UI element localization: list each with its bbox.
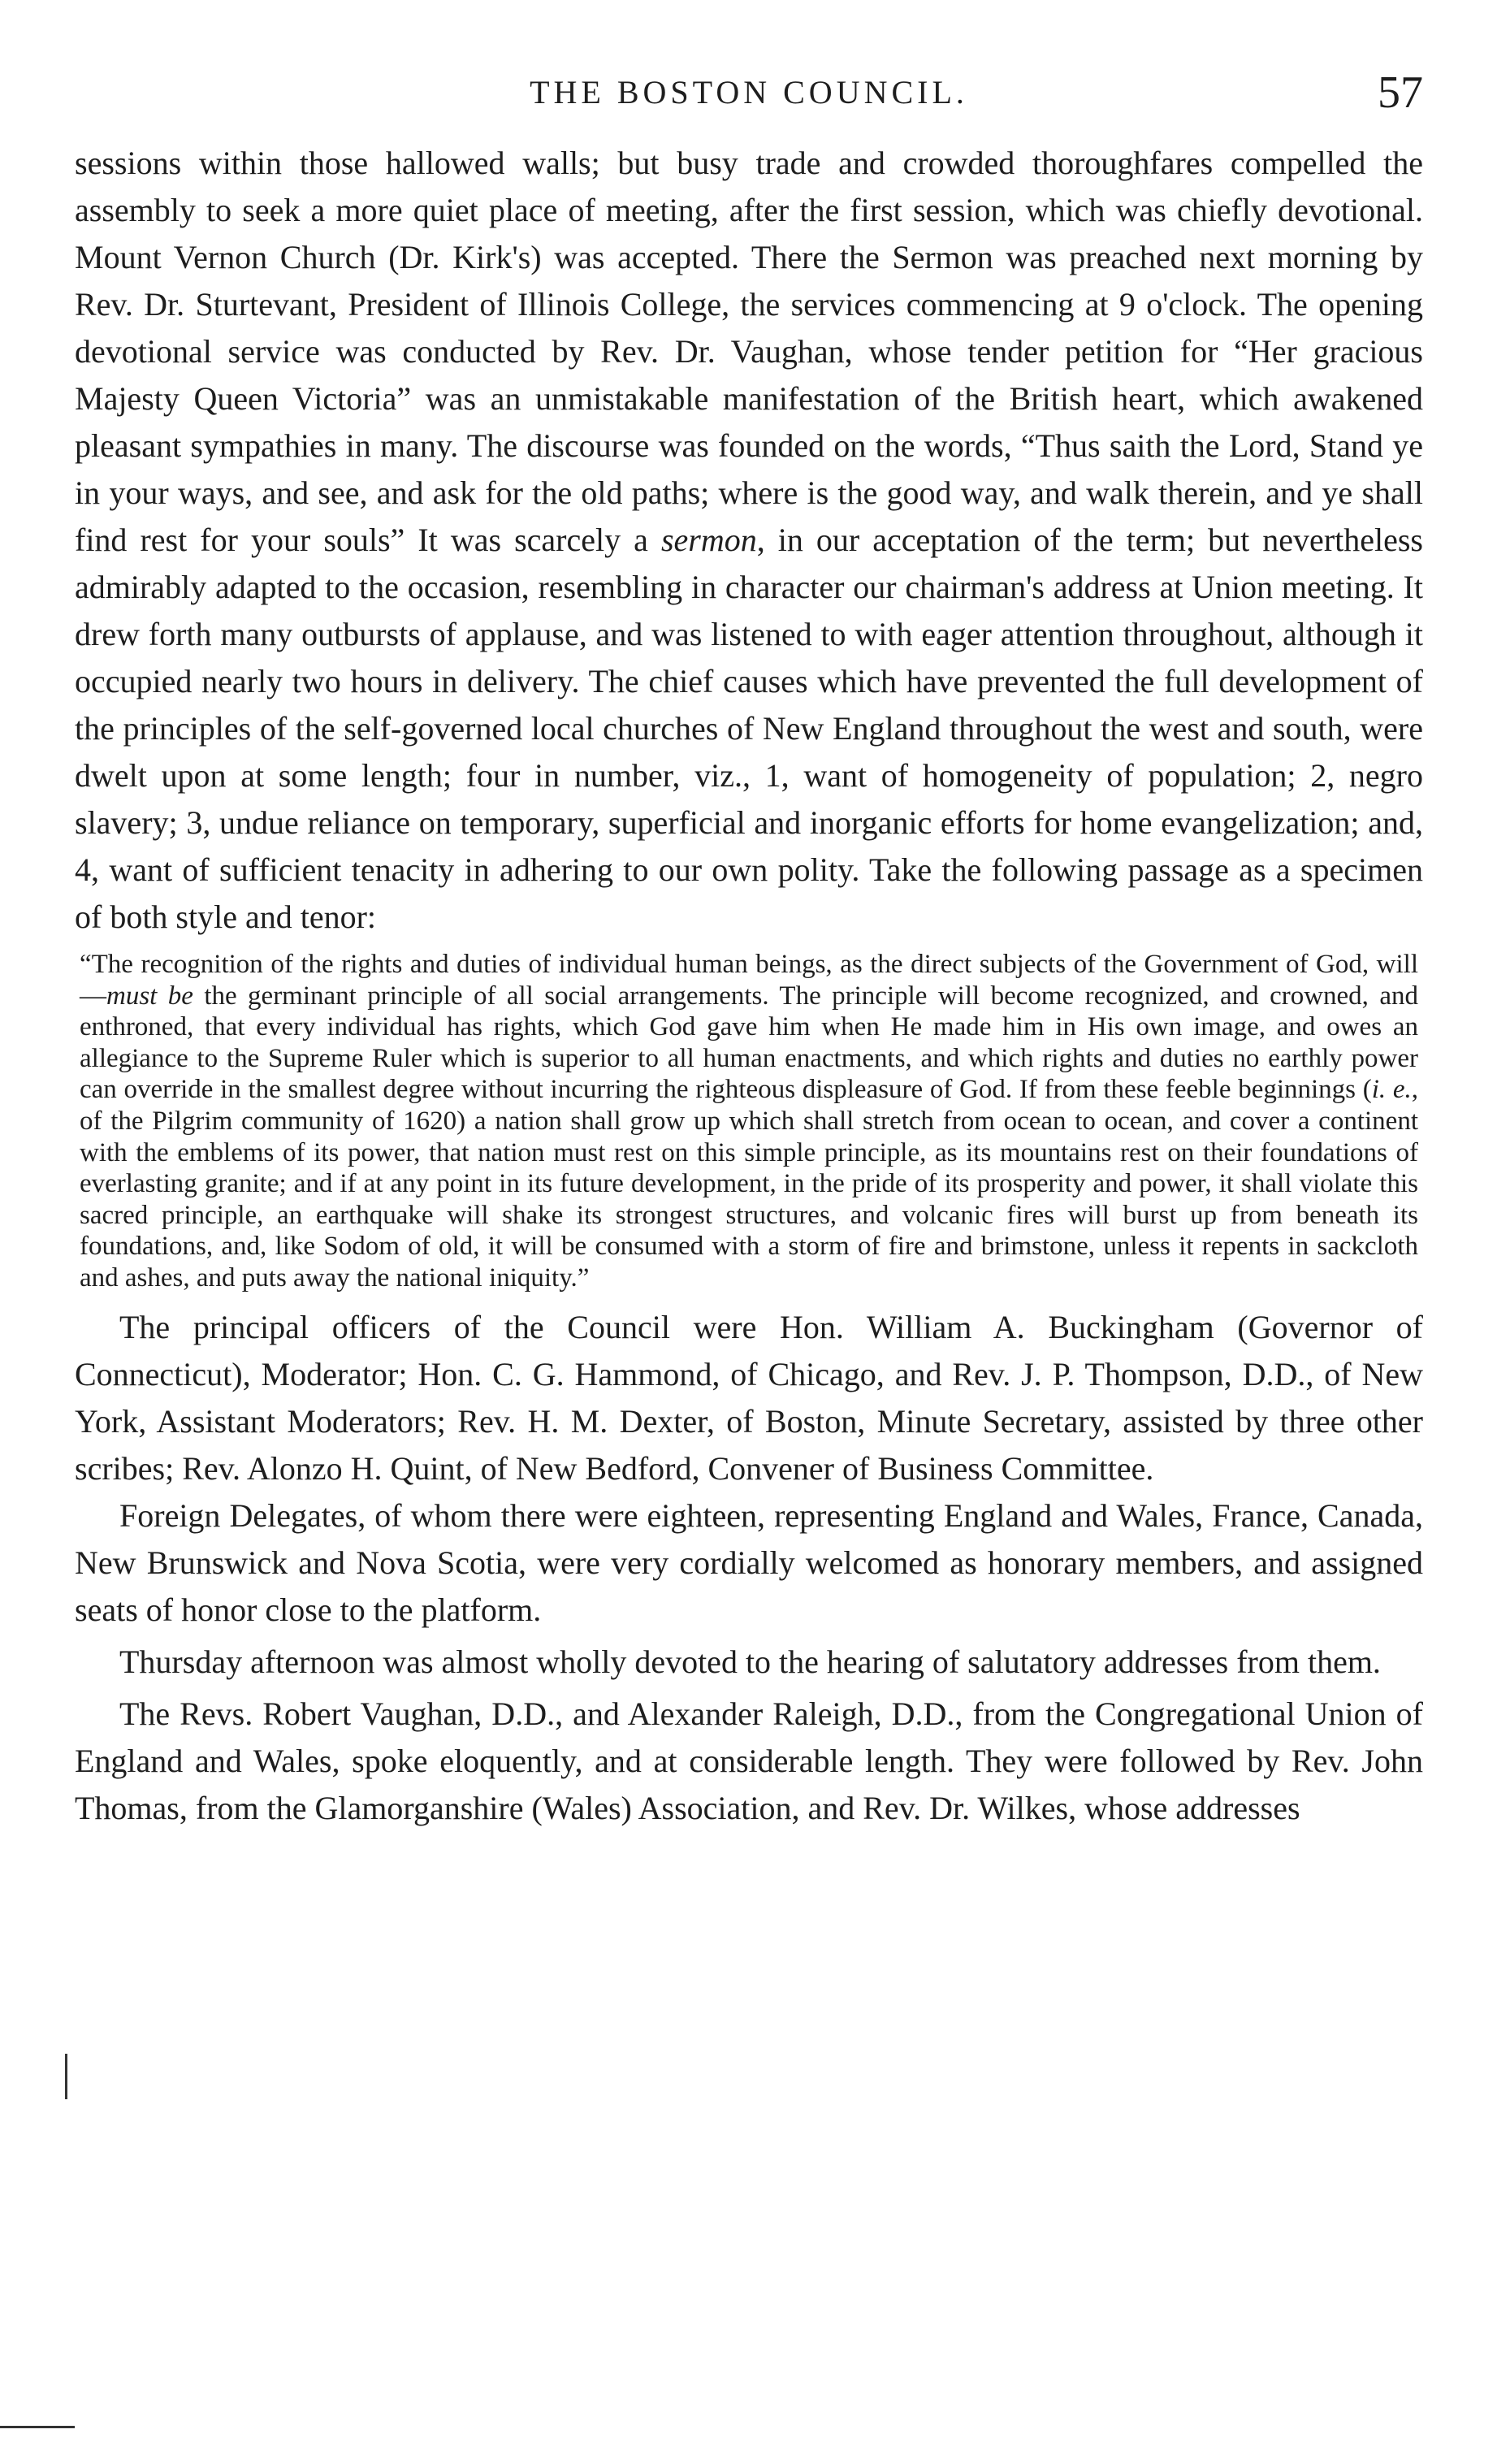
- block-quote: [75, 949, 1423, 1294]
- paragraph-text: sessions within those hallowed walls; but busy trade and crowded thoroughfares compelled the assembly to seek a more quiet place of meeting, after the first session, which was chiefly devotional. Mount Vernon Church (Dr. Kirk's) was accepted. There the Sermon was preached next morning by Rev. Dr. Sturtevant, President of Illinois College, the services commencing at 9 o'clock. The opening devotional service was conducted by Rev. Dr. Vaughan, whose tender petition for “Her gracious Majesty Queen Victoria” was an unmistakable manifestation of the British heart, which awakened pleasant sympathies in many. The discourse was founded on the words, “Thus saith the Lord, Stand ye in your ways, and see, and ask for the old paths; where is the good way, and walk therein, and ye shall find rest for your souls” It was scarcely a: [75, 145, 1423, 558]
- italic-must-be: must be: [106, 981, 193, 1011]
- italic-ie: i. e.: [1371, 1075, 1412, 1105]
- quote-text-part-1: “The recognition of the rights and duties of individual human beings, as the direct subjects of the Government of God, will—: [80, 950, 1418, 1011]
- quote-text-part-2: the germinant principle of all social arrangements. The principle will become recognized, and crowned, and enthroned, that every individual has rights, which God gave him when He made him in His own image, and owes an allegiance to the Supreme Ruler which is superior to all human enactments, and which rights and duties no earthly power can override in the smallest degree without incurring the righteous displeasure of God. If from these feeble beginnings (: [80, 981, 1418, 1105]
- running-head: THE BOSTON COUNCIL.: [530, 74, 968, 110]
- paragraph-thursday: Thursday afternoon was almost wholly devoted to the hearing of salutatory addresses from them.: [119, 1643, 1381, 1680]
- margin-mark: [65, 2054, 67, 2099]
- italic-sermon: sermon: [660, 522, 757, 558]
- paragraph-text-continued: , in our acceptation of the term; but nevertheless admirably adapted to the occasion, resembling in character our chairman's address at Union meeting. It drew forth many outbursts of applause, and was listened to with eager attention throughout, although it occupied nearly two hours in delivery. The chief causes which have prevented the full development of the principles of the self-governed local churches of New England throughout the west and south, were dwelt upon at some length; four in number, viz., 1, want of homogeneity of population; 2, negro slavery; 3, undue reliance on temporary, superficial and inorganic efforts for home evangelization; and, 4, want of sufficient tenacity in adhering to our own polity. Take the following passage as a specimen of both style and tenor:: [75, 522, 1424, 935]
- page-number: 57: [1378, 67, 1423, 118]
- paragraph-foreign-delegates: Foreign Delegates, of whom there were eighteen, representing England and Wales, France, Canada, New Brunswick and Nova Scotia, were very cordially welcomed as honorary members, and assigned seats of honor close to the platform.: [75, 1496, 1423, 1628]
- paragraph-vaughan-raleigh: The Revs. Robert Vaughan, D.D., and Alexander Raleigh, D.D., from the Congregational Union of England and Wales, spoke eloquently, and at considerable length. They were followed by Rev. John Thomas, from the Glamorganshire (Wales) Association, and Rev. Dr. Wilkes, whose addresses: [75, 1695, 1423, 1826]
- paragraph-officers: The principal officers of the Council were Hon. William A. Buckingham (Governor of Connecticut), Moderator; Hon. C. G. Hammond, of Chicago, and Rev. J. P. Thompson, D.D., of New York, Assistant Moderators; Rev. H. M. Dexter, of Boston, Minute Secretary, assisted by three other scribes; Rev. Alonzo H. Quint, of New Bedford, Convener of Business Committee.: [75, 1308, 1423, 1487]
- body-text: [75, 140, 1423, 1832]
- scan-edge-line: [0, 2426, 75, 2428]
- paragraph-council-sessions: [75, 140, 1423, 941]
- quote-text-part-3: , of the Pilgrim community of 1620) a nation shall grow up which shall stretch from ocean to ocean, and cover a continent with the emblems of its power, that nation must rest on this simple principle, as its mountains rest on their foundations of everlasting granite; and if at any point in its future development, in the pride of its prosperity and power, it shall violate this sacred principle, an earthquake will shake its strongest structures, and volcanic fires will burst up from beneath its foundations, and, like Sodom of old, it will be consumed with a storm of fire and brimstone, unless it repents in sackcloth and ashes, and puts away the national iniquity.”: [80, 1075, 1418, 1293]
- page-header: [75, 67, 1423, 123]
